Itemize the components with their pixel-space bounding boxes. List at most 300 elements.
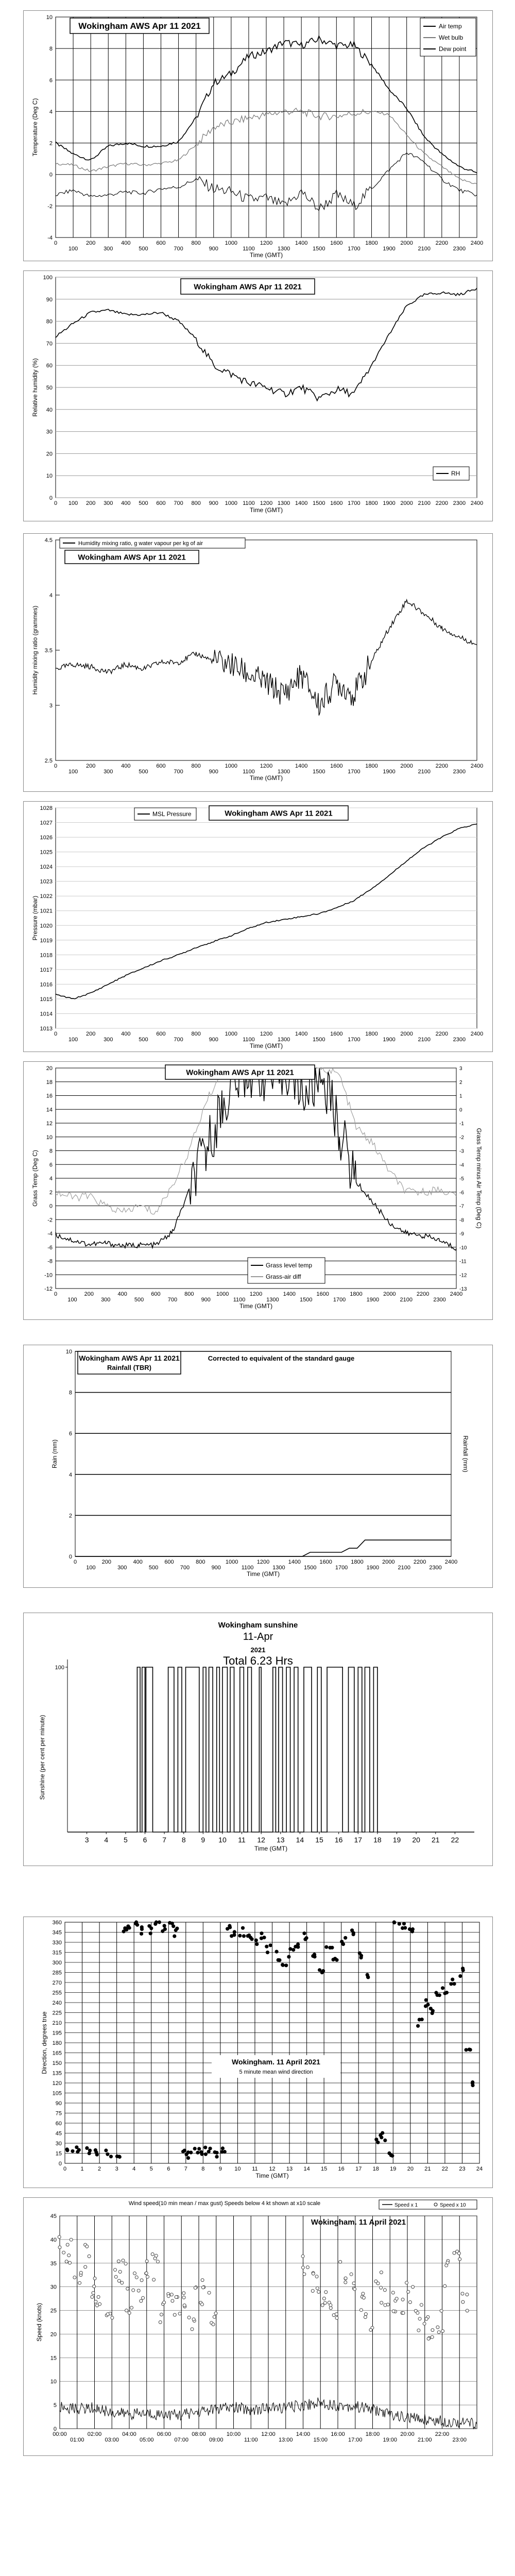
direction-point	[196, 2151, 199, 2155]
y-tick-label: 120	[52, 2080, 62, 2087]
legend-label: Dew point	[439, 45, 467, 53]
y-tick-label: -6	[47, 1244, 53, 1251]
speed-x10-point	[420, 2303, 423, 2307]
x-tick-label: 900	[209, 1037, 218, 1043]
x-tick-label: 1200	[260, 500, 273, 506]
speed-x10-point	[133, 2272, 136, 2275]
speed-x10-point	[352, 2282, 355, 2285]
x-tick-label: 1800	[365, 763, 378, 769]
x-tick-label: 1000	[225, 1559, 238, 1565]
x-tick-label: 400	[117, 1291, 127, 1297]
direction-point	[117, 2155, 121, 2158]
direction-point	[452, 1982, 456, 1986]
x-tick-label: 600	[156, 240, 166, 246]
y-tick-label: 0	[53, 2426, 57, 2432]
x-tick-label: 7	[162, 1836, 166, 1844]
x-tick-label: 900	[209, 500, 218, 506]
series-line-sunshine	[67, 1667, 474, 1832]
direction-point	[186, 2156, 190, 2160]
temperature-chart	[24, 11, 492, 261]
speed-x10-point	[178, 2312, 181, 2315]
x-tick-label: 800	[191, 1031, 201, 1037]
x-tick-label: 600	[164, 1559, 174, 1565]
x-tick-label: 14	[303, 2166, 310, 2172]
x-tick-label: 06:00	[157, 2431, 171, 2437]
direction-point	[332, 1958, 335, 1961]
direction-point	[392, 1921, 396, 1924]
direction-point	[153, 1922, 157, 1926]
y-tick-label: 100	[43, 275, 53, 281]
y-tick-label: 12	[46, 1121, 53, 1127]
x-tick-label: 1500	[313, 246, 325, 252]
y-tick-label: 80	[46, 318, 53, 325]
x-tick-label: 800	[191, 500, 201, 506]
chart-title: Wokingham AWS Apr 11 2021	[78, 21, 201, 31]
direction-point	[381, 2131, 384, 2135]
x-tick-label: 8	[201, 2166, 205, 2172]
x-tick-label: 1700	[348, 500, 360, 506]
x-tick-label: 19	[390, 2166, 397, 2172]
x-tick-label: 23	[459, 2166, 466, 2172]
direction-point	[94, 2148, 97, 2152]
direction-point	[199, 2150, 203, 2154]
direction-point	[238, 1934, 242, 1938]
y-tick-label: -2	[47, 1217, 53, 1224]
x-tick-label: 1800	[365, 500, 378, 506]
y-tick-label: -10	[44, 1272, 53, 1279]
x-tick-label: 12	[269, 2166, 276, 2172]
pressure-chart-panel	[23, 801, 493, 1052]
chart-title: Wokingham AWS Apr 11 2021	[79, 1354, 180, 1362]
y2-tick-label: -11	[459, 1259, 467, 1265]
y-tick-label: 14	[46, 1107, 53, 1113]
x-tick-label: 500	[148, 1565, 159, 1571]
x-tick-label: 3	[84, 1836, 89, 1844]
y2-tick-label: -1	[459, 1121, 464, 1127]
y-tick-label: 60	[46, 363, 53, 369]
x-tick-label: 1000	[216, 1291, 229, 1297]
x-tick-label: 12:00	[261, 2431, 276, 2437]
x-tick-label: 100	[86, 1565, 96, 1571]
x-tick-label: 1000	[225, 763, 238, 769]
y-tick-label: 4.5	[44, 537, 53, 544]
x-tick-label: 1000	[225, 1031, 238, 1037]
x-tick-label: 1500	[300, 1297, 313, 1303]
x-tick-label: 2300	[433, 1297, 446, 1303]
x-tick-label: 13	[286, 2166, 293, 2172]
x-tick-label: 03:00	[105, 2437, 119, 2443]
x-tick-label: 2200	[435, 763, 449, 769]
x-tick-label: 14	[296, 1836, 304, 1844]
y2-tick-label: 1	[459, 1093, 462, 1099]
rainfall-chart	[24, 1345, 492, 1587]
y-tick-label: 135	[52, 2070, 62, 2077]
speed-x10-point	[142, 2296, 145, 2299]
speed-x10-point	[201, 2303, 204, 2306]
speed-x10-point	[93, 2277, 96, 2280]
speed-x10-point	[91, 2295, 94, 2298]
y-tick-label: 1021	[40, 908, 53, 914]
x-tick-label: 2000	[400, 240, 413, 246]
x-tick-label: 0	[54, 1291, 58, 1297]
speed-x10-point	[135, 2276, 138, 2279]
speed-x10-point	[411, 2285, 415, 2289]
chart-title: Wokingham AWS Apr 11 2021	[78, 553, 186, 562]
speed-x10-point	[311, 2290, 314, 2293]
y-tick-label: 210	[52, 2020, 62, 2026]
y-tick-label: 1028	[40, 805, 53, 811]
x-tick-label: 5	[123, 1836, 128, 1844]
speed-x10-point	[453, 2251, 456, 2255]
direction-point	[359, 1956, 363, 1959]
x-tick-label: 400	[121, 500, 131, 506]
speed-x10-point	[423, 2322, 426, 2325]
y-tick-label: -8	[47, 1258, 53, 1265]
x-tick-label: 0	[73, 1559, 77, 1565]
speed-x10-point	[132, 2289, 135, 2292]
x-tick-label: 1400	[283, 1291, 296, 1297]
x-tick-label: 2200	[435, 240, 449, 246]
x-tick-label: 1000	[225, 240, 238, 246]
y-tick-label: 1023	[40, 878, 53, 885]
y-tick-label: 60	[55, 2121, 62, 2127]
x-tick-label: 2100	[398, 1565, 410, 1571]
wind-speed-chart-panel	[23, 2197, 493, 2456]
x-tick-label: 1500	[313, 500, 325, 506]
y-tick-label: 360	[52, 1920, 62, 1926]
x-tick-label: 1600	[330, 500, 343, 506]
x-tick-label: 2300	[453, 769, 466, 775]
chart-annotation: Corrected to equivalent of the standard gauge	[208, 1354, 355, 1362]
x-tick-label: 2400	[470, 240, 484, 246]
direction-point	[330, 1946, 334, 1950]
y-tick-label: 330	[52, 1940, 62, 1946]
x-tick-label: 1700	[348, 769, 360, 775]
x-tick-label: 700	[174, 769, 183, 775]
x-tick-label: 1700	[333, 1297, 346, 1303]
chart-subtitle: Rainfall (TBR)	[107, 1364, 151, 1371]
speed-x10-point	[58, 2235, 61, 2239]
x-tick-label: 6	[143, 1836, 147, 1844]
speed-x10-point	[408, 2301, 411, 2304]
y-tick-label: 4	[49, 109, 53, 115]
speed-x10-point	[182, 2292, 185, 2295]
direction-point	[260, 1931, 263, 1935]
y-tick-label: 4	[68, 1471, 72, 1478]
x-tick-label: 04:00	[122, 2431, 136, 2437]
x-tick-label: 800	[196, 1559, 205, 1565]
y-tick-label: 195	[52, 2030, 62, 2037]
x-tick-label: 2300	[453, 246, 466, 252]
y-tick-label: 40	[50, 2236, 57, 2243]
speed-x10-point	[175, 2296, 178, 2299]
speed-x10-point	[301, 2266, 304, 2269]
y-tick-label: 0	[68, 1554, 72, 1560]
x-tick-label: 08:00	[192, 2431, 206, 2437]
x-tick-label: 23:00	[452, 2437, 467, 2443]
speed-x10-point	[329, 2303, 332, 2307]
y-tick-label: 270	[52, 1980, 62, 1986]
speed-x10-point	[194, 2286, 197, 2290]
y-tick-label: 30	[46, 429, 53, 435]
speed-x10-point	[445, 2264, 448, 2267]
y-tick-label: -2	[47, 203, 53, 210]
x-tick-label: 11:00	[244, 2437, 258, 2443]
y-tick-label: 18	[46, 1079, 53, 1086]
x-tick-label: 1600	[330, 763, 343, 769]
y2-tick-label: 3	[459, 1066, 462, 1072]
speed-x10-point	[466, 2309, 469, 2312]
y-tick-label: 0	[49, 495, 53, 501]
y-tick-label: 165	[52, 2050, 62, 2057]
direction-point	[254, 1939, 258, 1942]
speed-x10-point	[441, 2330, 444, 2333]
x-tick-label: 800	[184, 1291, 194, 1297]
speed-x10-point	[301, 2255, 304, 2258]
x-tick-label: 2200	[413, 1559, 426, 1565]
x-tick-label: 1200	[256, 1559, 270, 1565]
x-tick-label: 200	[101, 1559, 112, 1565]
speed-x10-point	[458, 2258, 461, 2261]
x-tick-label: 700	[174, 246, 183, 252]
speed-x10-point	[137, 2289, 140, 2292]
direction-point	[284, 1963, 288, 1967]
y-tick-label: 285	[52, 1970, 62, 1976]
speed-x10-point	[125, 2309, 128, 2312]
speed-x10-point	[66, 2243, 69, 2246]
y-tick-label: 1019	[40, 937, 53, 944]
direction-point	[390, 2154, 394, 2158]
direction-point	[109, 2155, 113, 2158]
x-tick-label: 1	[80, 2166, 84, 2172]
y-tick-label: 1027	[40, 820, 53, 826]
speed-x10-point	[122, 2259, 125, 2262]
speed-x10-point	[96, 2304, 99, 2307]
y-tick-label: 70	[46, 341, 53, 347]
x-tick-label: 600	[156, 1031, 166, 1037]
speed-x10-point	[85, 2245, 89, 2248]
speed-x10-point	[212, 2323, 215, 2326]
y-tick-label: 1015	[40, 996, 53, 1003]
x-tick-label: 8	[181, 1836, 186, 1844]
speed-x10-point	[384, 2303, 387, 2307]
y-axis-label: Speed (knots)	[36, 2303, 43, 2342]
x-tick-label: 10	[234, 2166, 241, 2172]
y-tick-label: 100	[55, 1665, 64, 1671]
plot-area	[75, 1351, 451, 1556]
direction-point	[255, 1942, 259, 1946]
direction-point	[171, 1924, 175, 1928]
y-tick-label: 1014	[40, 1011, 53, 1018]
x-axis-label: Time (GMT)	[249, 506, 283, 514]
x-tick-label: 5	[149, 2166, 153, 2172]
y2-tick-label: -12	[459, 1273, 467, 1279]
y2-axis-label: Rainfall (mm)	[462, 1435, 469, 1472]
direction-point	[401, 1926, 404, 1930]
speed-x10-point	[121, 2281, 124, 2284]
direction-point	[431, 2009, 435, 2012]
x-tick-label: 3	[115, 2166, 118, 2172]
wind-direction-chart-panel	[23, 1917, 493, 2188]
x-tick-label: 11	[238, 1836, 246, 1844]
x-tick-label: 1900	[383, 769, 396, 775]
y-axis-label: Sunshine (per cent per minute)	[39, 1715, 46, 1800]
x-tick-label: 100	[68, 1037, 78, 1043]
direction-point	[294, 1945, 297, 1948]
speed-x10-point	[117, 2260, 120, 2263]
x-tick-label: 1800	[365, 1031, 378, 1037]
speed-x10-point	[359, 2309, 363, 2312]
y-tick-label: -4	[47, 1231, 53, 1237]
x-tick-label: 400	[121, 240, 131, 246]
x-tick-label: 2100	[400, 1297, 413, 1303]
x-tick-label: 1900	[366, 1297, 380, 1303]
x-tick-label: 0	[54, 1031, 58, 1037]
speed-x10-point	[335, 2316, 338, 2319]
direction-point	[203, 2146, 207, 2149]
x-tick-label: 0	[54, 500, 58, 506]
speed-x10-point	[93, 2285, 96, 2288]
direction-point	[436, 1993, 439, 1997]
legend-label: Wet bulb	[439, 34, 464, 41]
x-tick-label: 05:00	[139, 2437, 154, 2443]
y-tick-label: 6	[49, 1162, 53, 1168]
speed-x10-point	[187, 2316, 191, 2319]
speed-x10-point	[160, 2313, 163, 2316]
speed-x10-point	[362, 2296, 365, 2299]
speed-x10-point	[395, 2297, 398, 2300]
speed-x10-point	[92, 2292, 95, 2295]
x-tick-label: 100	[68, 500, 78, 506]
y2-tick-label: -5	[459, 1176, 464, 1182]
x-tick-label: 2300	[453, 1037, 466, 1043]
speed-x10-point	[170, 2293, 173, 2296]
direction-point	[242, 1934, 246, 1938]
legend-label: Speed x 1	[394, 2202, 418, 2208]
legend-label: MSL Pressure	[152, 810, 192, 818]
x-tick-label: 1100	[233, 1297, 246, 1303]
direction-point	[398, 1922, 401, 1926]
speed-x10-point	[416, 2311, 419, 2314]
x-tick-label: 17:00	[348, 2437, 363, 2443]
speed-x10-point	[79, 2271, 82, 2274]
x-tick-label: 2200	[435, 500, 449, 506]
y2-tick-label: -2	[459, 1134, 464, 1141]
direction-point	[183, 2149, 186, 2153]
x-tick-label: 1400	[288, 1559, 301, 1565]
y-tick-label: 4	[49, 592, 53, 599]
speed-x10-point	[182, 2296, 185, 2299]
y-tick-label: 225	[52, 2010, 62, 2016]
speed-x10-point	[114, 2268, 117, 2272]
x-tick-label: 0	[63, 2166, 67, 2172]
x-tick-label: 1600	[330, 240, 343, 246]
speed-x10-point	[322, 2297, 325, 2300]
x-axis-label: Time (GMT)	[255, 2172, 289, 2179]
speed-x10-point	[114, 2275, 117, 2278]
y-tick-label: 20	[46, 451, 53, 457]
y-tick-label: 10	[65, 1349, 72, 1355]
direction-point	[71, 2149, 74, 2153]
x-tick-label: 9	[218, 2166, 222, 2172]
direction-point	[341, 1942, 345, 1946]
y-tick-label: 6	[68, 1431, 72, 1437]
speed-x10-point	[171, 2299, 174, 2302]
speed-x10-point	[208, 2291, 211, 2294]
speed-x10-point	[117, 2279, 121, 2282]
y2-tick-label: 2	[459, 1079, 462, 1086]
y-axis-label: Grass Temp (Deg C)	[31, 1150, 39, 1207]
direction-point	[402, 1922, 406, 1925]
speed-x10-point	[303, 2273, 306, 2276]
speed-x10-point	[425, 2317, 428, 2320]
x-tick-label: 300	[104, 246, 113, 252]
y-tick-label: 3	[49, 703, 53, 709]
plot-area	[56, 540, 477, 760]
direction-point	[85, 2146, 89, 2150]
direction-point	[207, 2150, 211, 2154]
y-axis-label: Relative humidity (%)	[31, 358, 39, 417]
y-tick-label: 20	[46, 1065, 53, 1072]
x-tick-label: 300	[101, 1297, 111, 1303]
x-tick-label: 400	[121, 763, 131, 769]
speed-x10-point	[316, 2286, 319, 2290]
y-tick-label: 8	[68, 1389, 72, 1396]
chart-subtitle: 5 minute mean wind direction	[239, 2069, 313, 2075]
y-tick-label: 45	[55, 2130, 62, 2137]
speed-x10-point	[126, 2287, 129, 2290]
speed-x10-point	[67, 2254, 71, 2257]
speed-x10-point	[201, 2286, 204, 2289]
speed-x10-point	[461, 2292, 464, 2295]
direction-point	[215, 2155, 218, 2159]
x-tick-label: 500	[139, 246, 148, 252]
chart-title: Wokingham. 11 April 2021	[232, 2058, 320, 2066]
direction-point	[451, 1978, 454, 1981]
legend-label: RH	[451, 470, 460, 477]
x-tick-label: 2100	[418, 1037, 431, 1043]
direction-point	[324, 1945, 328, 1949]
mixing-ratio-chart-panel	[23, 533, 493, 792]
y-tick-label: 1026	[40, 835, 53, 841]
x-tick-label: 500	[139, 1037, 148, 1043]
speed-x10-point	[118, 2270, 122, 2274]
x-tick-label: 15:00	[313, 2437, 328, 2443]
x-tick-label: 1400	[295, 240, 308, 246]
chart-total: Total 6.23 Hrs	[223, 1654, 293, 1667]
direction-point	[424, 1998, 428, 2002]
x-tick-label: 15	[321, 2166, 328, 2172]
x-tick-label: 1300	[277, 246, 290, 252]
legend-label: Air temp	[439, 23, 462, 30]
y-tick-label: 240	[52, 2000, 62, 2006]
direction-point	[232, 1933, 236, 1937]
wind-speed-chart	[24, 2198, 492, 2455]
direction-point	[374, 2138, 378, 2141]
speed-x10-point	[140, 2279, 143, 2282]
x-tick-label: 2200	[416, 1291, 430, 1297]
direction-point	[220, 2150, 224, 2154]
x-tick-label: 1200	[260, 763, 273, 769]
speed-x10-point	[94, 2300, 97, 2303]
speed-x10-point	[431, 2329, 434, 2332]
direction-point	[250, 1937, 254, 1941]
speed-x10-point	[140, 2299, 143, 2302]
y2-tick-label: -13	[459, 1286, 467, 1292]
speed-x10-point	[111, 2316, 114, 2319]
x-tick-label: 14:00	[296, 2431, 311, 2437]
x-tick-label: 700	[174, 500, 183, 506]
